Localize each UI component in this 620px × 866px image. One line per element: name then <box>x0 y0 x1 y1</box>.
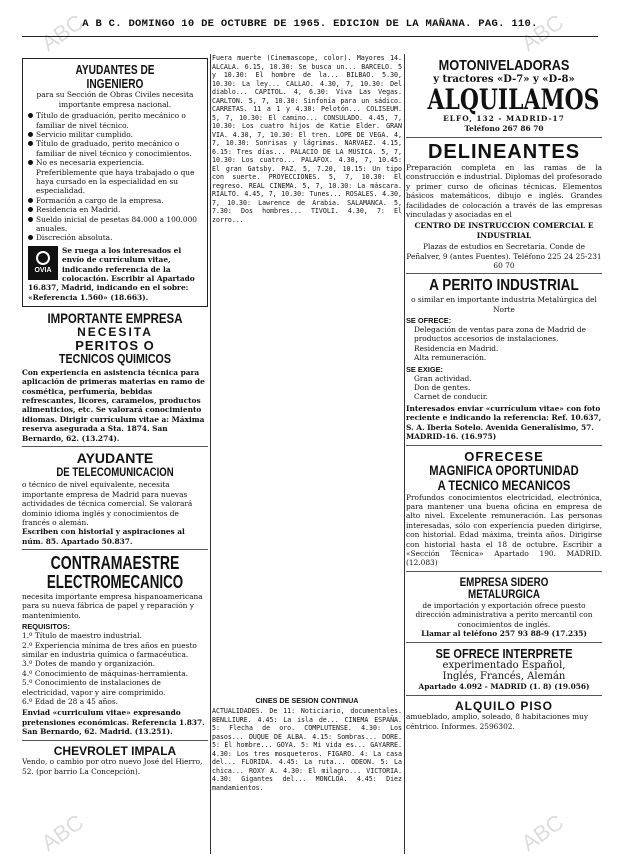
ad-intro: necesita importante empresa hispanoamericana para su nueva fábrica de papel y reparación y mantenimiento. <box>22 591 203 620</box>
ad-body: Vendo, o cambio por otro nuevo José del Hierro, 52. (por barrio La Concepción). <box>22 757 203 776</box>
list-item: 3.º Dotes de mando y organización. <box>22 659 156 669</box>
ad-body: amueblado, amplio, soleado, 8 habitaciones muy céntrico. Informes. 2596302. <box>406 712 589 731</box>
ad-closing: Apartado 4.092 - MADRID (1. 8) (19.056) <box>418 682 590 692</box>
ad-importante-empresa <box>22 311 208 447</box>
ad-closing: Interesados enviar «currículum vitae» con foto reciente e indicando la referencia: Ref. 10.637, S. A. Iberia Sotelo. Avenida Generalísimo, 57. MADRID-16. (16.975) <box>406 403 602 442</box>
ad-alquilo-piso <box>406 700 602 731</box>
page-header: A B C. DOMINGO 10 DE OCTUBRE DE 1965. EDICION DE LA MAÑANA. PAG. 110. <box>82 18 538 30</box>
column-divider <box>210 54 211 854</box>
ad-motoniveladoras <box>406 58 602 138</box>
watermark: ABC <box>516 809 569 856</box>
bullet-icon <box>28 160 33 165</box>
list-item: Gran actividad. <box>414 373 472 383</box>
ad-closing: Enviad «curriculum vitae» expresando pretensiones económicas. Referencia 1.837. San Bernardo, 62. Madrid. (13.251). <box>22 708 205 737</box>
ad-contramaestre <box>22 554 208 740</box>
column-right <box>406 58 602 731</box>
list-item: 4.º Conocimiento de máquinas-herramienta. <box>22 668 188 678</box>
list-item: Residencia en Madrid. <box>28 205 202 214</box>
cinema-listings-continuous: ACTUALIDADES. De 11: Noticiario, documentales. BENLLIURE. 4.45: La isla de... CINEMA ESPAÑA. 5: Flecha de oro. COMPLUTENSE. 4.30: Los pasos... DUQUE DE ALBA. 4.15: Sombras... DORE. 5: El hombre... GOYA. 5: Mi vida es... GAYARRE. 4.30: Los tres mosqueteros. FIGARO. 4: La casa del... FLORIDA. 4.45: La ruta... ODEON. 5: La chica... ROXY A. 4.30: El milagro... VICTORIA. 4.30: Gigantes del... MONCLOA. 4.45: Diez mandamientos. <box>212 707 402 792</box>
list-item: Residencia en Madrid. <box>414 343 499 353</box>
ad-intro: para su Sección de Obras Civiles necesita importante empresa nacional. <box>36 90 194 109</box>
bullet-icon <box>28 235 33 240</box>
ad-subtitle: DE TELECOMUNICACION <box>56 464 174 479</box>
ad-closing: Llamar al teléfono 257 93 88-9 (17.235) <box>421 629 587 639</box>
list-item: Alta remuneración. <box>414 353 487 363</box>
watermark: ABC <box>516 9 569 56</box>
institution-name: CENTRO DE INSTRUCCION COMERCIAL E INDUSTRIAL <box>414 221 594 240</box>
ad-subtitle: NECESITA <box>77 324 153 339</box>
ad-body: Preparación completa en las ramas de la construcción e industrial. Diplomas del profesorado y primer curso de oficinas técnicas. Elementos básicos matemáticos, dibujo e inglés. Grandes facilidades de colocación a través de las empresas vinculadas y asociadas en el <box>406 162 602 219</box>
ad-ofrecese <box>406 450 602 572</box>
header-rule <box>22 36 598 37</box>
ad-footer: Plazas de estudios en Secretaría. Conde de Peñalver, 9 (antes Fuentes). Teléfono 225 24 25-231 60 70 <box>406 242 602 271</box>
demands-label: SE EXIGE: <box>406 364 443 374</box>
list-item: 6.º Edad de 28 a 45 años. <box>22 697 118 706</box>
requirements-label: REQUISITOS: <box>22 622 70 632</box>
ad-subtitle: y tractores «D-7» y «D-8» <box>433 73 575 85</box>
bullet-icon <box>28 132 33 137</box>
bullet-icon <box>28 217 33 222</box>
offers-label: SE OFRECE: <box>406 316 452 326</box>
ad-intro: o similar en importante industria Metalúrgica del Norte <box>411 295 597 314</box>
ad-subtitle: A TECNICO MECANICOS <box>437 476 571 493</box>
list-item: No es necesaria experiencia. Preferiblemente que haya trabajado o que haya cursado en la especialidad en su especialidad. <box>28 158 202 196</box>
ad-title: ALQUILO PISO <box>454 698 553 713</box>
ad-ayudantes-ingeniero <box>22 58 208 307</box>
ad-headline: ALQUILAMOS <box>427 82 600 116</box>
ad-title: SE OFRECE INTERPRETE <box>435 645 573 661</box>
ad-title: MOTONIVELADORAS <box>438 58 570 74</box>
watermark: ABC <box>36 9 89 56</box>
ad-body: Profundos conocimientos electricidad, electrónica, para mantener una buena oficina en empresa de alto nivel. Excelente remuneración. Las personas interesadas, sólo con experiencia pueden dirigirse, con historial. Edad máxima, treinta años. Dirigirse con historial hasta el 18 de octubre. Escribir a «Sección Técnica» Apartado 190. MADRID. (12.083) <box>406 492 602 568</box>
ad-title: CHEVROLET IMPALA <box>53 743 177 758</box>
list-item: Servicio militar cumplido. <box>28 130 202 139</box>
ad-title: A PERITO INDUSTRIAL <box>429 277 579 295</box>
company-logo: OVIA <box>28 246 58 280</box>
ad-interprete <box>406 647 602 696</box>
ad-body: de importación y exportación ofrece puesto dirección administrativa a perito mercantil con conocimientos de inglés. <box>415 600 593 629</box>
requirements-list <box>28 111 202 243</box>
ad-phone: Teléfono 267 86 70 <box>464 123 544 133</box>
list-item: Formación a cargo de la empresa. <box>28 196 202 205</box>
list-item: Discreción absoluta. <box>28 233 202 242</box>
bullet-icon <box>28 141 33 146</box>
ad-body: Con experiencia en asistencia técnica para aplicación de primeras materias en ramo de cosmética, perfumería, bebidas refrescantes, licores, caramelos, productos alimenticios, etc. Se valorará conocimiento idiomas. Dirigir currículum vitae a: Máxima reserva asegurada a Sta. 1874. San Bernardo, 62. (13.274). <box>22 367 205 443</box>
column-left <box>22 58 208 776</box>
list-item: Carnet de conducir. <box>414 392 488 402</box>
list-item: Don de gentes. <box>414 383 471 393</box>
list-item: 1.º Título de maestro industrial. <box>22 631 142 641</box>
ad-title: AYUDANTES DE INGENIERO <box>75 62 155 91</box>
list-item: 2.º Experiencia mínima de tres años en puesto similar en industria química o farmacéutica. <box>22 640 197 659</box>
ad-chevrolet <box>22 745 208 776</box>
ad-subtitle: TECNICOS QUIMICOS <box>59 351 171 367</box>
ad-body: o técnico de nivel equivalente, necesita importante empresa de Madrid para nuevas actividades de técnica comercial. Se valorará dominio idioma inglés y conocimientos de francés o alemán. <box>22 480 193 527</box>
list-item: Sueldo inicial de pesetas 84.000 a 100.000 anuales. <box>28 215 202 234</box>
column-divider <box>404 54 405 854</box>
ad-closing: OVIA Se ruega a los interesados el envío de currículum vitae, indicando referencia de la colocación. Escribir al Apartado 16.837, Madrid, indicando en el sobre: «Referencia 1.560» (18.663). <box>28 245 195 302</box>
ad-line: experimentado Español, <box>442 660 566 672</box>
ad-title: DELINEANTES <box>427 140 581 163</box>
ad-closing: Escriben con historial y aspiraciones al núm. 85. Apartado 50.837. <box>22 527 185 546</box>
section-title: CINES DE SESION CONTINUA <box>255 696 359 705</box>
list-item: Título de graduado, perito mecánico o familiar de nivel técnico y conocimientos. <box>28 139 202 158</box>
bullet-icon <box>28 198 33 203</box>
list-item: Título de graduación, perito mecánico o familiar de nivel técnico. <box>28 111 202 130</box>
ad-title: EMPRESA SIDERO METALURGICA <box>459 574 549 602</box>
watermark: ABC <box>36 809 89 856</box>
cinema-listings: Fuera muerte (Cinemascope, color). Mayores 14. ALCALA. 6.15, 10.30: Se busca un... BARCELO. 5 y 10.30: El hombre de la... BILBAO. 5.30, 10.30: La ley... CALLAO. 4.30, 7, 10.30: Del diablo... CAPITOL. 4, 6.30: Viva Las Vegas. CARLTON. 5, 7, 10.30: Sinfonía para un sádico. CARRETAS. 11 a 1 y 4.30: Pelotón... COLISEUM. 5, 7, 10.30: El camino... CONSULADO. 4.45, 7, 10.30: Los cuatro hijos de Katie Elder. GRAN VIA. 4.30, 7, 10.30: El tren. LOPE DE VEGA. 4, 7, 10.30: Sonrisas y lágrimas. NARVAEZ. 4.15, 6.15: Tres días... PALACIO DE LA MUSICA. 5, 7, 10.30: Los cuatro... PALAFOX. 4.30, 7, 10.45: El gran Gatsby. PAZ. 5, 7.20, 10.15: Un tipo con suerte. PROYECCIONES. 5, 7, 10.30: El regreso. REAL CINEMA. 5, 7, 10.30: La máscara. RIALTO. 4.45, 7, 10.30: Tunes... ROSALES. 4.30, 7, 10.30: Lawrence de Arabia. SALAMANCA. 5, 7.30: Dos hombres... TIVOLI. 4.30, 7: El zorro... <box>212 54 402 224</box>
ad-title: IMPORTANTE EMPRESA <box>47 310 183 327</box>
ad-line: Inglés, Francés, Alemán <box>442 671 566 683</box>
ad-title: OFRECESE <box>464 448 544 464</box>
ad-title: AYUDANTE <box>76 450 154 467</box>
ad-subtitle: ELECTROMECANICO <box>46 572 184 593</box>
column-middle <box>212 54 402 854</box>
ad-delineantes <box>406 142 602 274</box>
ad-title: CONTRAMAESTRE <box>50 553 180 574</box>
bullet-icon <box>28 113 33 118</box>
ad-subtitle: MAGNIFICA OPORTUNIDAD <box>429 462 579 479</box>
ad-sidero-metalurgica <box>406 576 602 643</box>
list-item: 5.º Conocimiento de instalaciones de electricidad, vapor y aire comprimido. <box>22 678 166 697</box>
ad-ayudante-telecomunicacion <box>22 451 208 550</box>
ad-address: ELFO, 132 - MADRID-17 <box>443 114 565 124</box>
list-item: Delegación de ventas para zona de Madrid de productos accesorios de instalaciones. <box>414 325 587 344</box>
ad-perito-industrial <box>406 278 602 445</box>
ad-subtitle: PERITOS O <box>75 337 155 353</box>
bullet-icon <box>28 207 33 212</box>
